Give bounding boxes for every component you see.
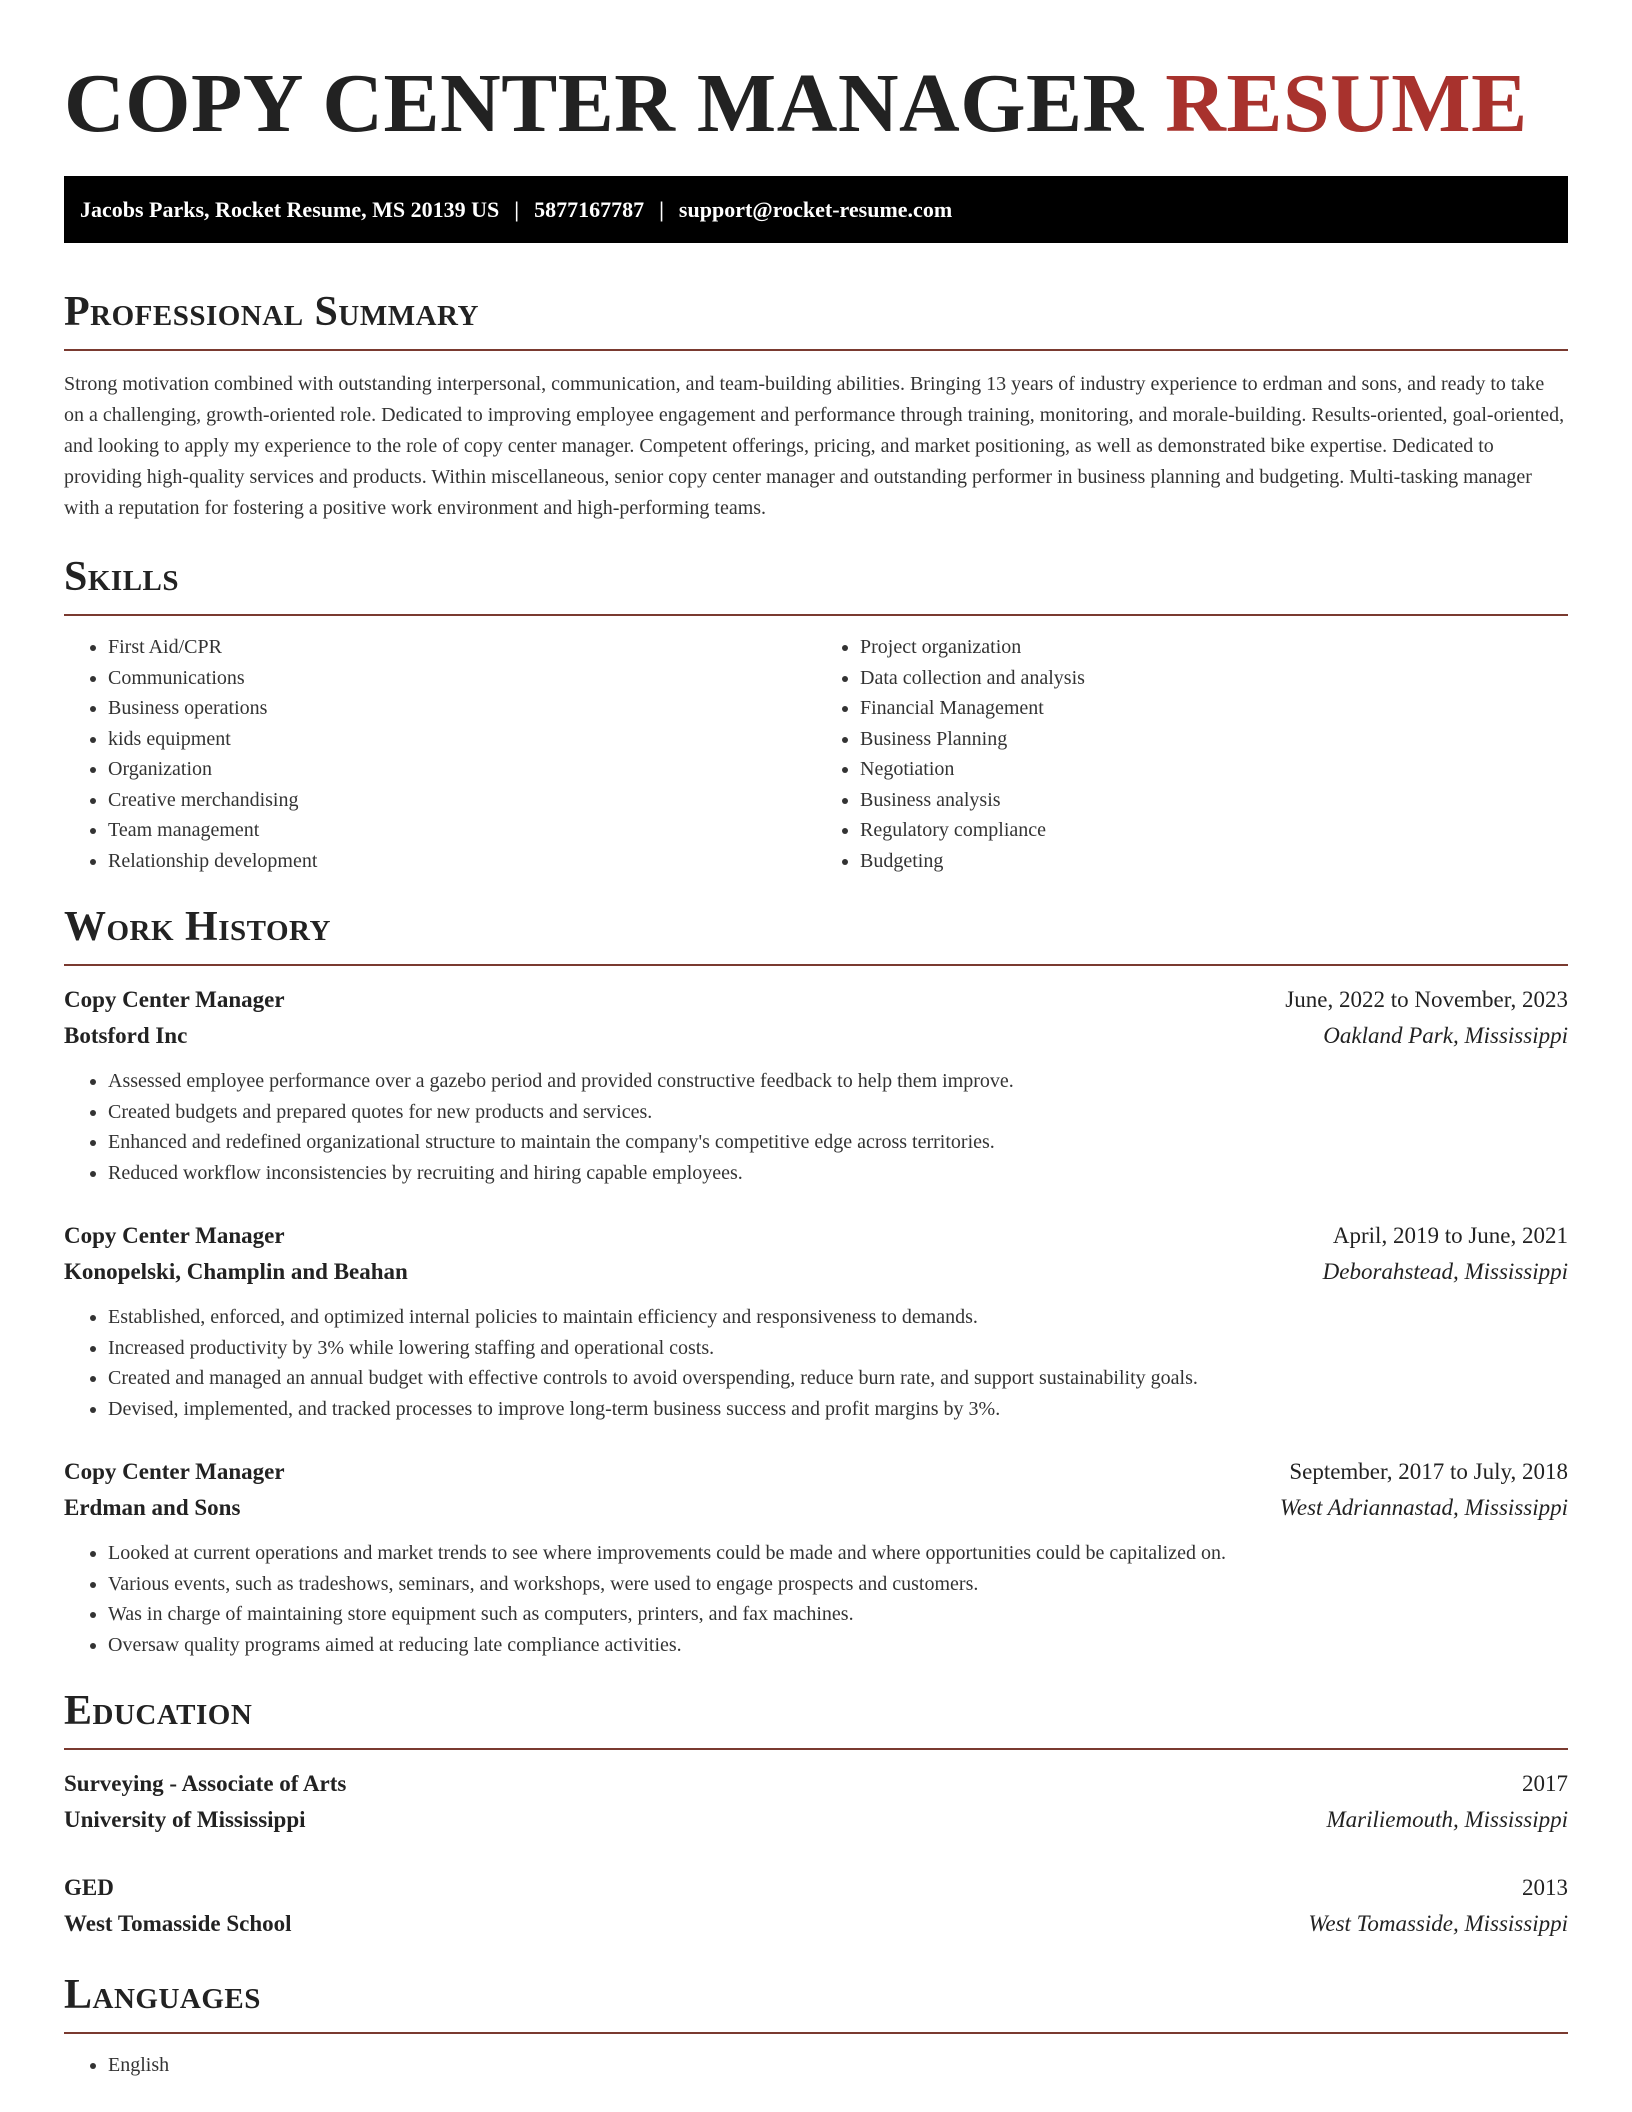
education-entry — [64, 1766, 1568, 1838]
skill-item: • Data collection and analysis — [860, 663, 1568, 694]
education-header — [64, 1870, 1568, 1906]
education-degree: GED — [64, 1875, 114, 1900]
job-entry — [64, 982, 1568, 1188]
job-header — [64, 982, 1568, 1018]
job-bullets — [64, 1538, 1568, 1660]
education-school: University of Mississippi — [64, 1807, 306, 1832]
job-title: Copy Center Manager — [64, 1459, 285, 1484]
education-year: 2017 — [1522, 1771, 1568, 1796]
education-school-row — [64, 1802, 1568, 1838]
skill-item: • Business operations — [108, 693, 816, 724]
languages-list — [64, 2050, 1568, 2081]
job-bullet: • Created and managed an annual budget with effective controls to avoid overspending, reduce burn rate, and support sustainability goals. — [108, 1363, 1568, 1394]
job-bullet: • Oversaw quality programs aimed at reducing late compliance activities. — [108, 1630, 1568, 1661]
skill-item: • First Aid/CPR — [108, 632, 816, 663]
job-bullet: • Was in charge of maintaining store equipment such as computers, printers, and fax machines. — [108, 1599, 1568, 1630]
job-title: Copy Center Manager — [64, 1223, 285, 1248]
skill-item: • kids equipment — [108, 724, 816, 755]
skill-item: • Business Planning — [860, 724, 1568, 755]
summary-text: Strong motivation combined with outstanding interpersonal, communication, and team-building abilities. Bringing 13 years of industry experience to erdman and sons, and ready to take on a challenging, growth-oriented role. Dedicated to improving employee engagement and performance through training, monitoring, and morale-building. Results-oriented, goal-oriented, and looking to apply my experience to the role of copy center manager. Competent offerings, pricing, and market positioning, as well as demonstrated bike expertise. Dedicated to providing high-quality services and products. Within miscellaneous, senior copy center manager and outstanding performer in business planning and budgeting. Multi-tasking manager with a reputation for fostering a positive work environment and high-performing teams. — [64, 373, 1565, 519]
education-section — [64, 1690, 1568, 1942]
education-location: Mariliemouth, Mississippi — [1326, 1807, 1568, 1832]
job-location: Oakland Park, Mississippi — [1323, 1023, 1568, 1048]
skill-item: • Creative merchandising — [108, 785, 816, 816]
job-dates: June, 2022 to November, 2023 — [1285, 987, 1568, 1012]
job-header — [64, 1454, 1568, 1490]
education-school-row — [64, 1906, 1568, 1942]
job-title: Copy Center Manager — [64, 987, 285, 1012]
job-location: Deborahstead, Mississippi — [1322, 1259, 1568, 1284]
job-bullet: • Various events, such as tradeshows, seminars, and workshops, were used to engage prospects and customers. — [108, 1569, 1568, 1600]
summary-section — [64, 291, 1568, 524]
contact-separator: | — [514, 196, 520, 222]
job-company-row — [64, 1018, 1568, 1054]
job-bullet: • Looked at current operations and market trends to see where improvements could be made and where opportunities could be capitalized on. — [108, 1538, 1568, 1569]
skills-columns — [64, 632, 1568, 876]
contact-address: Jacobs Parks, Rocket Resume, MS 20139 US — [80, 196, 500, 222]
skills-section — [64, 556, 1568, 876]
skill-item: • Budgeting — [860, 846, 1568, 877]
skill-item: • Team management — [108, 815, 816, 846]
job-company: Konopelski, Champlin and Beahan — [64, 1259, 408, 1284]
contact-separator: | — [659, 196, 664, 222]
job-entry — [64, 1218, 1568, 1424]
job-company: Erdman and Sons — [64, 1495, 241, 1520]
job-company-row — [64, 1490, 1568, 1526]
language-item: • English — [108, 2050, 1568, 2081]
job-dates: September, 2017 to July, 2018 — [1289, 1459, 1568, 1484]
work-heading: Work History — [64, 906, 1568, 966]
contact-phone: 5877167787 — [534, 196, 645, 222]
job-bullet: • Increased productivity by 3% while lowering staffing and operational costs. — [108, 1333, 1568, 1364]
education-location: West Tomasside, Mississippi — [1308, 1911, 1568, 1936]
job-bullet: • Established, enforced, and optimized internal policies to maintain efficiency and responsiveness to demands. — [108, 1302, 1568, 1333]
skill-item: • Project organization — [860, 632, 1568, 663]
job-location: West Adriannastad, Mississippi — [1279, 1495, 1568, 1520]
education-degree: Surveying - Associate of Arts — [64, 1771, 347, 1796]
education-year: 2013 — [1522, 1875, 1568, 1900]
job-company: Botsford Inc — [64, 1023, 188, 1048]
work-section — [64, 906, 1568, 1660]
job-header — [64, 1218, 1568, 1254]
job-bullets — [64, 1066, 1568, 1188]
job-entry — [64, 1454, 1568, 1660]
job-bullets — [64, 1302, 1568, 1424]
skill-item: • Regulatory compliance — [860, 815, 1568, 846]
job-bullet: • Devised, implemented, and tracked processes to improve long-term business success and profit margins by 3%. — [108, 1394, 1568, 1425]
skill-item: • Organization — [108, 754, 816, 785]
job-bullet: • Assessed employee performance over a gazebo period and provided constructive feedback to help them improve. — [108, 1066, 1568, 1097]
summary-heading: Professional Summary — [64, 291, 1568, 351]
languages-section — [64, 1974, 1568, 2081]
skill-item: • Communications — [108, 663, 816, 694]
job-dates: April, 2019 to June, 2021 — [1332, 1223, 1568, 1248]
skills-heading: Skills — [64, 556, 1568, 616]
job-bullet: • Reduced workflow inconsistencies by recruiting and hiring capable employees. — [108, 1158, 1568, 1189]
resume-title — [64, 0, 1568, 150]
title-accent: RESUME — [1165, 57, 1528, 150]
languages-heading: Languages — [64, 1974, 1568, 2034]
job-company-row — [64, 1254, 1568, 1290]
skill-item: • Negotiation — [860, 754, 1568, 785]
skill-item: • Business analysis — [860, 785, 1568, 816]
job-bullet: • Enhanced and redefined organizational structure to maintain the company's competitive edge across territories. — [108, 1127, 1568, 1158]
skill-item: • Relationship development — [108, 846, 816, 877]
education-heading: Education — [64, 1690, 1568, 1750]
contact-email: support@rocket-resume.com — [678, 196, 953, 222]
skills-list-left — [64, 632, 816, 876]
education-school: West Tomasside School — [64, 1911, 292, 1936]
contact-bar — [64, 176, 1568, 243]
education-entry — [64, 1870, 1568, 1942]
skills-list-right — [816, 632, 1568, 876]
skill-item: • Financial Management — [860, 693, 1568, 724]
job-bullet: • Created budgets and prepared quotes for new products and services. — [108, 1097, 1568, 1128]
education-header — [64, 1766, 1568, 1802]
title-main: COPY CENTER MANAGER — [64, 57, 1144, 150]
